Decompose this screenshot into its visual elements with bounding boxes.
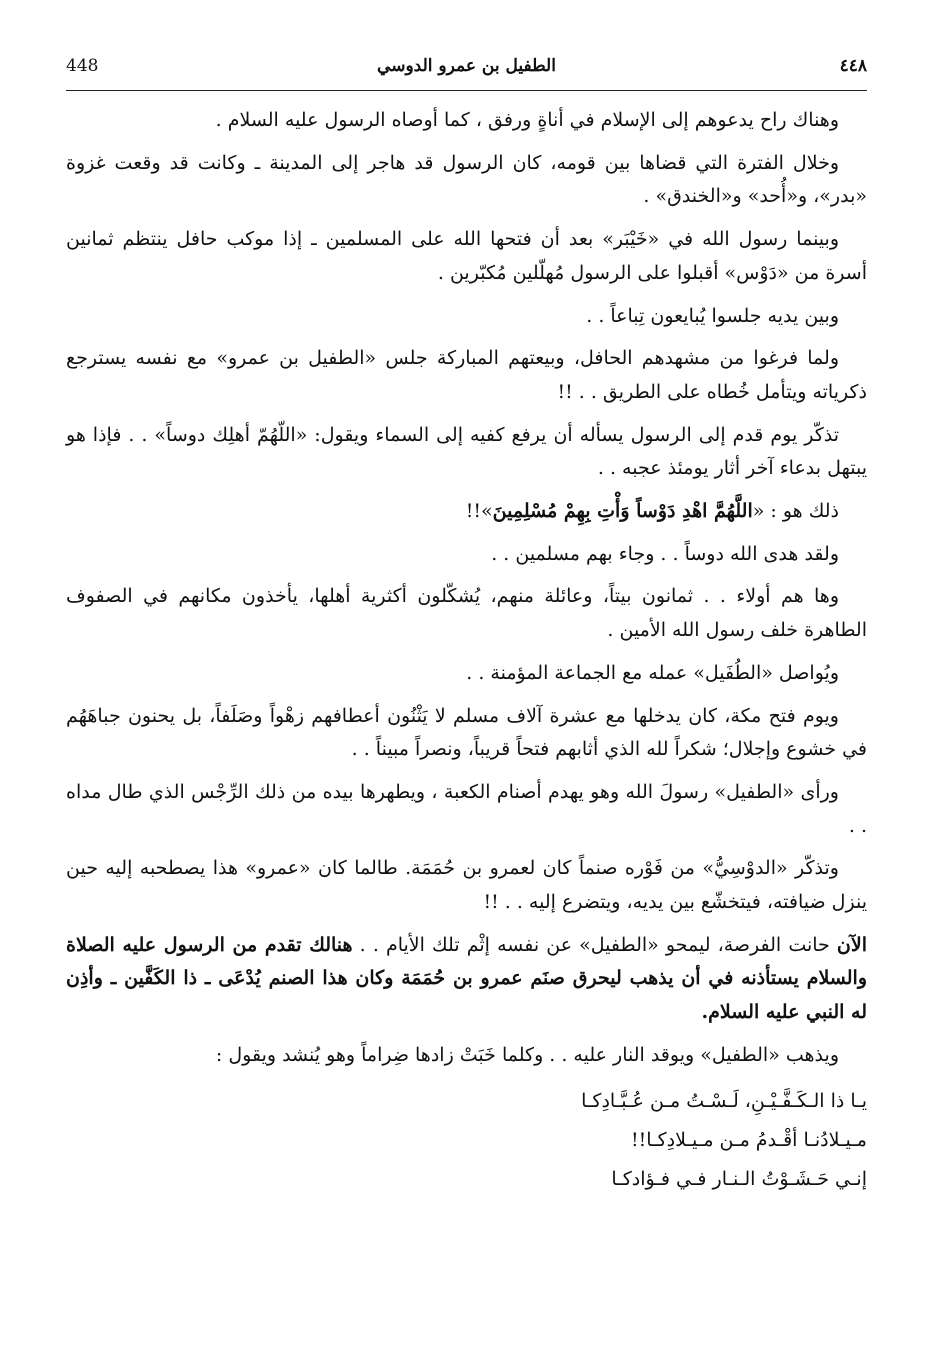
poem-line: إنـي حَـشَـوْتُ الـنـار فـي فـؤادكـا bbox=[611, 1167, 867, 1190]
poem bbox=[66, 1082, 867, 1199]
page-body bbox=[66, 104, 867, 1199]
dua-prefix: ذلك هو : « bbox=[752, 500, 839, 523]
running-title: الطفيل بن عمرو الدوسي bbox=[377, 56, 556, 76]
paragraph: وبين يديه جلسوا يُبايعون تِباعاً . . bbox=[586, 304, 839, 327]
last-paragraph-lead: الآن bbox=[836, 933, 867, 956]
dua-suffix: »!! bbox=[465, 500, 493, 523]
paragraph: ولقد هدى الله دوساً . . وجاء بهم مسلمين . . bbox=[491, 542, 839, 565]
last-paragraph-bold: هنالك تقدم من الرسول عليه الصلاة والسلام يستأذنه في أن يذهب ليحرق صنَم عمرو بن حُمَمَة وكان هذا الصنم يُدْعَى ـ ذا الكَفَّين ـ وأذِن له النبي عليه السلام. bbox=[66, 933, 868, 1024]
paragraph: وبينما رسول الله في «خَيْبَر» بعد أن فتحها الله على المسلمين ـ إذا موكب حافل ينتظم ثمانين أسرة من «دَوْس» أقبلوا على الرسول مُهلّلين مُكبّرين . bbox=[66, 228, 867, 284]
page-number-latin: 448 bbox=[66, 56, 99, 76]
paragraph: ويُواصل «الطُفَيل» عمله مع الجماعة المؤمنة . . bbox=[466, 661, 839, 684]
dua-paragraph bbox=[66, 495, 867, 529]
paragraph: وها هم أولاء . . ثمانون بيتاً، وعائلة منهم، يُشكّلون أكثرية أهلها، يأخذون مكانهم في الصفوف الطاهرة خلف رسول الله الأمين . bbox=[66, 585, 867, 642]
paragraph: تذكّر يوم قدم إلى الرسول يسأله أن يرفع كفيه إلى السماء ويقول: «اللّهُمّ أهلِك دوساً» . . فإذا هو يبتهل بدعاء آخر أثار يومئذ عجبه . . bbox=[66, 423, 867, 480]
paragraph: وهناك راح يدعوهم إلى الإسلام في أناةٍ ورفق ، كما أوصاه الرسول عليه السلام . bbox=[215, 109, 839, 131]
last-paragraph-normal: حانت الفرصة، ليمحو «الطفيل» عن نفسه إثْم تلك الأيام . . bbox=[352, 933, 837, 956]
paragraph: وتذكّر «الدوْسِيُّ» من فَوْره صنماً كان لعمرو بن حُمَمَة. طالما كان «عمرو» هذا يصطحبه إليه حين ينزل ضيافته، فيتخشّع بين يديه، ويتضرع إليه . . !! bbox=[66, 857, 867, 914]
page-header bbox=[66, 56, 867, 91]
paragraph: ويوم فتح مكة، كان يدخلها مع عشرة آلاف مسلم لا يَثْنُون أعطافهم زهْواً وصَلَفاً، بل يحنون جباهَهُم في خشوع وإجلال؛ شكراً لله الذي أثابهم فتحاً قريباً، ونصراً مبيناً . . bbox=[66, 704, 867, 761]
dua-quote: اللَّهُمَّ اهْدِ دَوْساً وَأْتِ بِهِمْ مُسْلِمِينَ bbox=[492, 500, 753, 523]
page-number-arabic: ٤٤٨ bbox=[839, 56, 867, 76]
poem-line: مـيـلادُنـا أقْـدمُ مـن مـيـلادِكـا!! bbox=[631, 1128, 867, 1151]
poem-line: يـا ذا الـكَـفَّـيْـنِ، لَـسْـتُ مـن عُـبَّـادِكـا bbox=[581, 1089, 867, 1112]
paragraph: ورأى «الطفيل» رسولَ الله وهو يهدم أصنام الكعبة ، ويطهرها بيده من ذلك الرِّجْس الذي طال مداه . . bbox=[66, 780, 867, 837]
poem-intro: ويذهب «الطفيل» ويوقد النار عليه . . وكلما خَبَتْ زادها ضِراماً وهو يُنشد ويقول : bbox=[215, 1043, 839, 1066]
paragraph: وخلال الفترة التي قضاها بين قومه، كان الرسول قد هاجر إلى المدينة ـ وكانت قد وقعت غزوة «بدر»، و«أُحد» و«الخندق» . bbox=[66, 151, 867, 208]
paragraph: ولما فرغوا من مشهدهم الحافل، وبيعتهم المباركة جلس «الطفيل بن عمرو» مع نفسه يسترجع ذكرياته ويتأمل خُطاه على الطريق . . !! bbox=[66, 347, 867, 403]
last-paragraph bbox=[66, 929, 867, 1030]
